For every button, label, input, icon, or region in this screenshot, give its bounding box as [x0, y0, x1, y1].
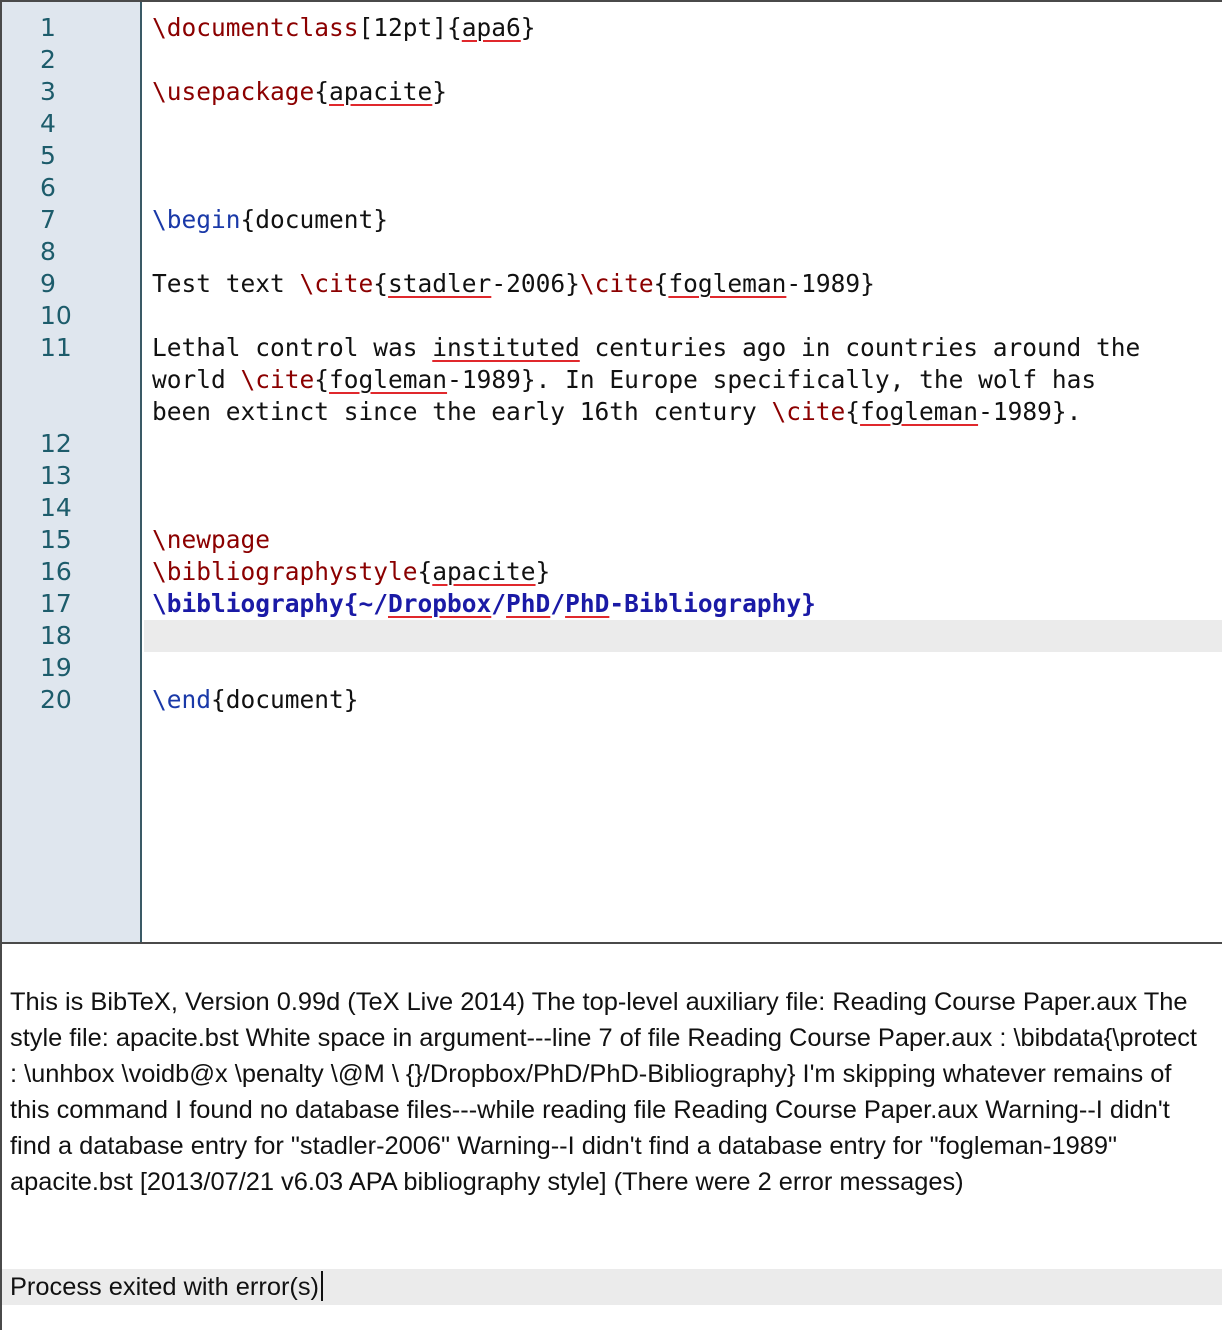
code-text: world: [152, 365, 241, 394]
latex-command: \begin: [152, 205, 241, 234]
spellcheck-word: apacite: [432, 557, 536, 586]
console-panel[interactable]: [0, 942, 1222, 1330]
code-line-11-wrap[interactable]: [152, 364, 1222, 396]
latex-command: \end: [152, 685, 212, 714]
code-text: {: [845, 397, 861, 426]
code-text: -1989}: [786, 269, 875, 298]
line-number: 5: [40, 141, 56, 170]
latex-command: \cite: [579, 269, 654, 298]
line-number: 10: [40, 301, 72, 330]
spellcheck-word: PhD: [506, 589, 551, 618]
line-number: 18: [40, 621, 72, 650]
line-number: 6: [40, 173, 56, 202]
spellcheck-word: apa6: [461, 13, 521, 42]
latex-command: \bibliographystyle: [152, 557, 418, 586]
code-text: {: [653, 269, 669, 298]
code-text: {: [417, 557, 433, 586]
code-line-7[interactable]: [152, 204, 1222, 236]
code-line-20[interactable]: [152, 684, 1222, 716]
code-text: been extinct since the early 16th century: [152, 397, 772, 426]
line-number: 17: [40, 589, 72, 618]
spellcheck-word: Dropbox: [388, 589, 492, 618]
code-text: {: [314, 77, 330, 106]
code-line-16[interactable]: [152, 556, 1222, 588]
code-text: {document}: [240, 205, 389, 234]
latex-command: \cite: [240, 365, 315, 394]
text-cursor: [321, 1271, 323, 1301]
console-status-line[interactable]: [2, 1269, 1222, 1305]
spellcheck-word: fogleman: [668, 269, 787, 298]
line-number: 19: [40, 653, 72, 682]
line-number: 1: [40, 13, 56, 42]
code-text: {: [373, 269, 389, 298]
spellcheck-word: apacite: [329, 77, 433, 106]
code-line-11[interactable]: [152, 332, 1222, 364]
code-line-11-wrap[interactable]: [152, 396, 1222, 428]
code-text: -1989}. In Europe specifically, the wolf has: [447, 365, 1097, 394]
code-line-15[interactable]: [152, 524, 1222, 556]
code-text: centuries ago in countries around the: [579, 333, 1141, 362]
code-text: }: [432, 77, 448, 106]
console-output: This is BibTeX, Version 0.99d (TeX Live 2014) The top-level auxiliary file: Reading Course Paper.aux The style file: apacite.bst White space in argument---line 7 of file Reading Course Paper.aux : \bibdata{\protect : \unhbox \voidb@x \penalty \@M \ {}/Dropbox/PhD/PhD-Bibliography} I'm skipping whatever remains of this command I found no database files---while reading file Reading Course Paper.aux Warning--I didn't find a database entry for "stadler-2006" Warning--I didn't find a database entry for "fogleman-1989" apacite.bst [2013/07/21 v6.03 APA bibliography style] (There were 2 error messages): [10, 988, 1205, 1196]
line-number: 15: [40, 525, 72, 554]
line-number: 14: [40, 493, 72, 522]
line-number: 13: [40, 461, 72, 490]
code-text: \bibliography{~/: [152, 589, 389, 618]
latex-command: \cite: [771, 397, 846, 426]
code-text: }: [535, 557, 551, 586]
spellcheck-word: stadler: [388, 269, 492, 298]
spellcheck-word: instituted: [432, 333, 580, 362]
code-text: /: [550, 589, 566, 618]
code-text: -Bibliography}: [609, 589, 816, 618]
code-line-1[interactable]: [152, 12, 1222, 44]
code-line-3[interactable]: [152, 76, 1222, 108]
code-line-17[interactable]: [152, 588, 1222, 620]
code-area[interactable]: [152, 2, 1222, 942]
code-text: {: [314, 365, 330, 394]
line-number: 11: [40, 333, 72, 362]
code-text: -1989}.: [978, 397, 1082, 426]
code-text: Lethal control was: [152, 333, 433, 362]
status-text: Process exited with error(s): [10, 1273, 320, 1301]
line-number: 8: [40, 237, 56, 266]
current-line-highlight[interactable]: [144, 620, 1222, 652]
latex-command: \cite: [299, 269, 374, 298]
line-number: 9: [40, 269, 56, 298]
line-number-gutter: [2, 2, 142, 942]
code-text: }: [520, 13, 536, 42]
line-number: 2: [40, 45, 56, 74]
line-number: 4: [40, 109, 56, 138]
spellcheck-word: fogleman: [860, 397, 979, 426]
latex-command: \usepackage: [152, 77, 315, 106]
line-number: 3: [40, 77, 56, 106]
line-number: 7: [40, 205, 56, 234]
line-number: 16: [40, 557, 72, 586]
code-text: /: [491, 589, 507, 618]
code-text: {document}: [211, 685, 359, 714]
line-number: 20: [40, 685, 72, 714]
spellcheck-word: fogleman: [329, 365, 448, 394]
latex-command: \documentclass: [152, 13, 359, 42]
code-line-9[interactable]: [152, 268, 1222, 300]
spellcheck-word: PhD: [565, 589, 610, 618]
latex-command: \newpage: [152, 525, 271, 554]
code-text: -2006}: [491, 269, 580, 298]
code-text: [12pt]{: [358, 13, 462, 42]
line-number: 12: [40, 429, 72, 458]
code-text: Test text: [152, 269, 300, 298]
